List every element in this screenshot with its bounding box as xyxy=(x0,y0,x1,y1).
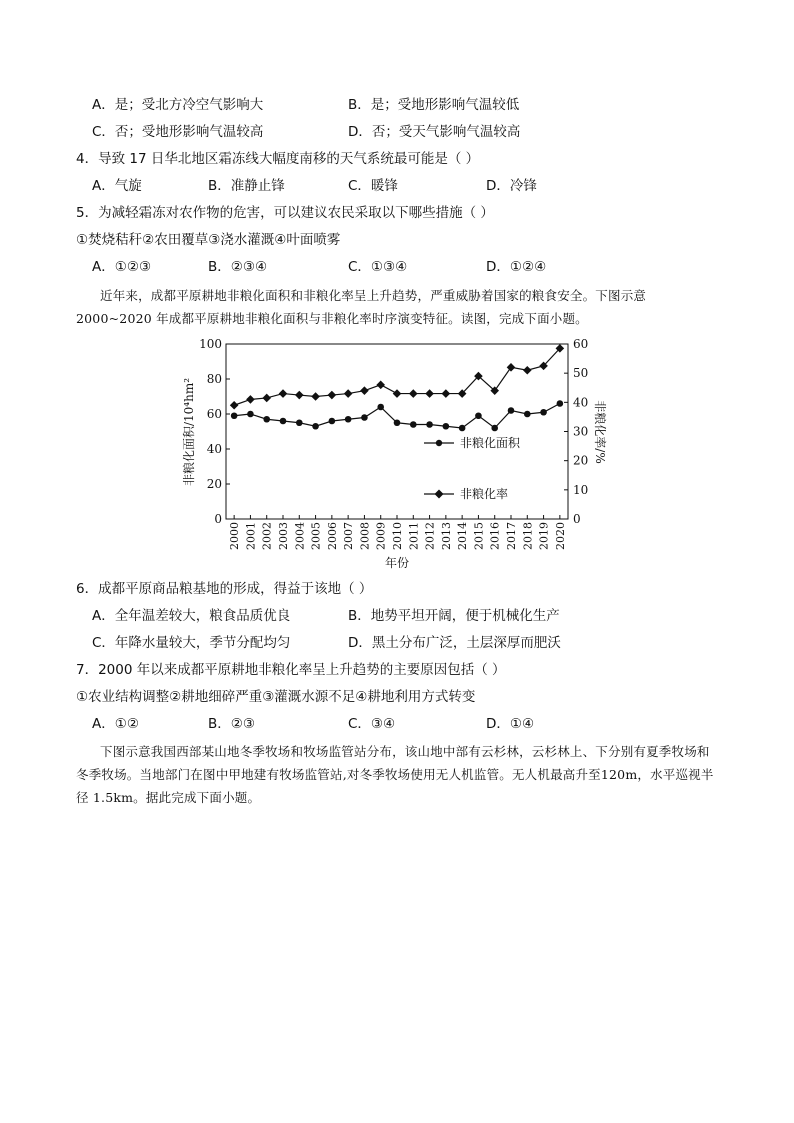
data-point-rate xyxy=(507,363,516,372)
data-point-area xyxy=(459,425,466,432)
data-point-area xyxy=(361,414,368,421)
x-tick-label: 2017 xyxy=(505,522,518,550)
x-tick-label: 2009 xyxy=(374,522,388,550)
legend-marker-area xyxy=(436,440,442,446)
y-right-tick-label: 60 xyxy=(573,337,589,351)
x-tick-label: 2010 xyxy=(391,522,404,550)
x-tick-label: 2003 xyxy=(277,522,290,550)
q4-option-d: D．冷锋 xyxy=(486,178,537,194)
y-axis-label-right: 非粮化率/% xyxy=(593,400,607,464)
data-point-rate xyxy=(311,392,320,401)
data-point-area xyxy=(524,411,531,418)
data-point-area xyxy=(491,425,498,432)
data-point-area xyxy=(540,409,547,416)
data-point-rate xyxy=(295,391,304,400)
q6-option-b: B．地势平坦开阔，便于机械化生产 xyxy=(348,608,560,624)
x-tick-label: 2007 xyxy=(342,522,356,550)
q7-option-c: C．③④ xyxy=(348,716,396,732)
q5-stem: 5．为减轻霜冻对农作物的危害，可以建议农民采取以下哪些措施（ ） xyxy=(76,205,494,221)
q6-option-c: C．年降水量较大，季节分配均匀 xyxy=(92,635,291,651)
data-point-area xyxy=(231,412,238,419)
data-point-area xyxy=(394,419,401,426)
data-point-area xyxy=(247,411,254,418)
x-tick-label: 2005 xyxy=(309,522,323,550)
legend-label-area: 非粮化面积 xyxy=(460,436,521,450)
q6-stem: 6．成都平原商品粮基地的形成，得益于该地（ ） xyxy=(76,581,373,597)
data-point-area xyxy=(345,416,352,423)
x-tick-label: 2016 xyxy=(488,522,502,550)
data-point-rate xyxy=(409,389,418,398)
q3-option-b: B．是；受地形影响气温较低 xyxy=(348,97,520,113)
x-tick-label: 2014 xyxy=(456,522,470,550)
data-point-rate xyxy=(279,389,288,398)
non-grain-chart xyxy=(176,332,607,572)
q5-option-d: D．①②④ xyxy=(486,259,547,275)
data-point-rate xyxy=(376,381,385,390)
q4-option-a: A．气旋 xyxy=(92,178,142,194)
y-right-tick-label: 30 xyxy=(573,424,589,439)
x-tick-label: 2011 xyxy=(407,522,421,550)
data-point-rate xyxy=(425,389,434,398)
data-point-rate xyxy=(442,389,451,398)
q5-items: ①焚烧秸秆②农田覆草③浇水灌溉④叶面喷雾 xyxy=(76,232,341,248)
y-right-tick-label: 40 xyxy=(573,395,589,410)
q4-option-b: B．准静止锋 xyxy=(208,178,285,194)
q7-items: ①农业结构调整②耕地细碎严重③灌溉水源不足④耕地利用方式转变 xyxy=(76,689,476,705)
x-tick-label: 2006 xyxy=(325,522,339,550)
q3-option-d: D．否；受天气影响气温较高 xyxy=(348,124,521,140)
q7-option-a: A．①② xyxy=(92,716,139,732)
data-point-area xyxy=(280,418,287,425)
x-tick-label: 2002 xyxy=(260,522,274,550)
data-point-area xyxy=(426,421,433,428)
q7-stem: 7．2000 年以来成都平原耕地非粮化率呈上升趋势的主要原因包括（ ） xyxy=(76,662,506,678)
data-point-rate xyxy=(393,389,402,398)
x-tick-label: 2004 xyxy=(293,522,307,550)
x-tick-label: 2008 xyxy=(358,522,372,550)
x-tick-label: 2019 xyxy=(537,522,551,550)
data-point-rate xyxy=(360,386,369,395)
y-right-tick-label: 20 xyxy=(573,453,589,468)
plot-frame xyxy=(226,344,568,519)
x-tick-label: 2000 xyxy=(228,522,242,550)
data-point-area xyxy=(475,412,482,419)
x-tick-label: 2013 xyxy=(439,522,453,550)
y-left-tick-label: 20 xyxy=(206,477,222,491)
q7-option-b: B．②③ xyxy=(208,716,255,732)
y-left-tick-label: 80 xyxy=(206,372,222,386)
q3-option-a: A．是；受北方冷空气影响大 xyxy=(92,97,264,113)
q5-option-a: A．①②③ xyxy=(92,259,152,275)
y-left-tick-label: 100 xyxy=(199,337,222,351)
data-point-area xyxy=(557,400,564,407)
q5-option-b: B．②③④ xyxy=(208,259,268,275)
y-left-tick-label: 60 xyxy=(206,407,222,421)
q6-option-a: A．全年温差较大，粮食品质优良 xyxy=(92,608,291,624)
y-right-tick-label: 0 xyxy=(573,512,581,526)
data-point-area xyxy=(443,423,450,430)
data-point-area xyxy=(329,418,336,425)
q3-option-c: C．否；受地形影响气温较高 xyxy=(92,124,264,140)
x-axis-label: 年份 xyxy=(384,556,410,570)
chart-legend xyxy=(424,435,521,501)
x-tick-label: 2018 xyxy=(521,522,535,550)
q7-option-d: D．①④ xyxy=(486,716,535,732)
x-tick-label: 2012 xyxy=(423,522,437,550)
y-axis-label-left: 非粮化面积/10⁴hm² xyxy=(182,377,196,487)
q4-stem: 4．导致 17 日华北地区霜冻线大幅度南移的天气系统最可能是（ ） xyxy=(76,151,480,167)
data-point-area xyxy=(377,404,384,411)
x-tick-label: 2015 xyxy=(472,522,486,550)
x-tick-label: 2001 xyxy=(244,522,258,550)
data-point-area xyxy=(296,419,303,426)
y-left-tick-label: 40 xyxy=(206,442,222,456)
data-point-rate xyxy=(344,389,353,398)
y-left-tick-label: 0 xyxy=(214,512,222,526)
y-right-tick-label: 10 xyxy=(573,482,589,497)
q5-option-c: C．①③④ xyxy=(348,259,408,275)
legend-marker-rate xyxy=(435,490,444,499)
data-point-rate xyxy=(230,401,239,410)
data-point-rate xyxy=(262,394,271,403)
q4-option-c: C．暖锋 xyxy=(348,178,398,194)
data-point-rate xyxy=(328,391,337,400)
q6-option-d: D．黑土分布广泛，土层深厚而肥沃 xyxy=(348,635,561,651)
legend-label-rate: 非粮化率 xyxy=(460,487,509,501)
data-point-rate xyxy=(523,366,532,375)
data-point-rate xyxy=(246,395,255,404)
x-tick-label: 2020 xyxy=(553,522,567,550)
y-right-tick-label: 50 xyxy=(573,366,589,381)
data-point-area xyxy=(410,421,417,428)
data-point-area xyxy=(312,423,319,430)
intro-paragraph-1: 近年来，成都平原耕地非粮化面积和非粮化率呈上升趋势，严重威胁着国家的粮食安全。下图示意2000~2020 年成都平原耕地非粮化面积与非粮化率时序演变特征。读图，完成下面小题。 xyxy=(76,288,647,326)
data-point-area xyxy=(508,407,515,414)
data-point-area xyxy=(263,416,270,423)
intro-paragraph-2: 下图示意我国西部某山地冬季牧场和牧场监管站分布，该山地中部有云杉林，云杉林上、下分别有夏季牧场和冬季牧场。当地部门在图中甲地建有牧场监管站,对冬季牧场使用无人机监管。无人机最高升至120m，水平巡视半径 1.5km。据此完成下面小题。 xyxy=(76,744,714,805)
